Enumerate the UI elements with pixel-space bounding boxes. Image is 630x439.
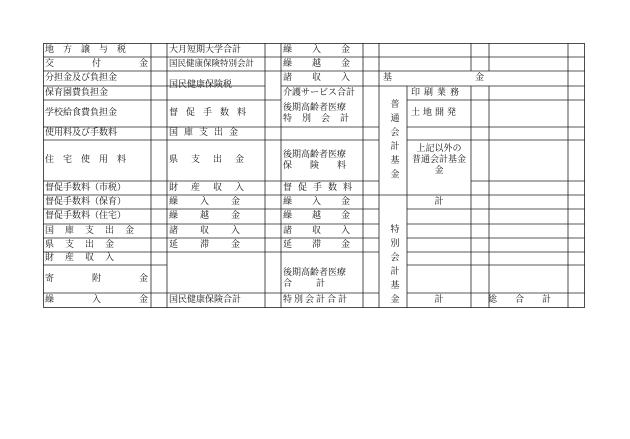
- row-label-entaikin-2: 延滞金: [169, 239, 263, 250]
- row-label-sho-shunyu-4: 諸収入: [283, 225, 371, 236]
- row-label-kurireikin-2: 繰入金: [169, 196, 263, 207]
- row-label-kouki-gokei: [281, 265, 363, 293]
- row-label-entaikin-4: 延滞金: [283, 239, 371, 250]
- row-label-kokuho-zei: 国民健康保険税: [169, 80, 233, 90]
- tokubetsu-kikin-total-label: 計: [434, 295, 444, 305]
- label-line: 上記以外の: [416, 144, 462, 154]
- row-label-zaisan-shunyu-2: 財産収入: [169, 182, 258, 193]
- row-label-shiyoryo: 使用料及び手数料: [45, 128, 118, 138]
- label-line: 後期高齢者医療: [283, 268, 347, 278]
- row-label-kurikoshikin-3: 繰越金: [283, 58, 371, 69]
- label-line: 合計: [283, 279, 350, 289]
- row-label-tokusoku-hoiku: 督促手数料（保育）: [45, 196, 127, 207]
- label-line: 保険料: [283, 160, 365, 171]
- row-label-kifukin: 寄附金: [45, 273, 187, 284]
- label-line: 特別会計: [283, 113, 360, 124]
- row-label-kouki-hokenryo: [281, 140, 363, 181]
- row-label-buntankin: 分担金及び負担金: [45, 73, 118, 83]
- grand-total-label: 総合計: [488, 295, 570, 305]
- kikin-header-left: 基: [383, 73, 393, 83]
- row-label-kouki-tokubetsu: [281, 100, 363, 127]
- label-line: 後期高齢者医療: [283, 102, 347, 113]
- label-text: 地方譲与税: [45, 44, 136, 55]
- row-label-tokusoku-tesuryo: 督促手数料: [169, 108, 255, 118]
- row-label-chiho-joyozei: [43, 43, 151, 57]
- row-label-tokusoku-3: 督促手数料: [283, 182, 359, 193]
- futsuu-kaikei-kikin-label: 普通会計基金: [388, 98, 399, 183]
- row-label-tokubetsu-gokei: 特別会計合計: [283, 295, 350, 305]
- row-label-ken-shishutsukin-2: 県支出金: [169, 155, 258, 165]
- row-label-kokuho-gokei: 国民健康保険合計: [169, 295, 242, 305]
- row-label-jutaku-shiyoryo: 住宅使用料: [45, 155, 136, 165]
- row-label-insatsu-gyomu: 印刷業務: [411, 87, 464, 98]
- row-label-kurikoshikin-2: 繰越金: [169, 211, 263, 221]
- row-label-kurireikin-4: 繰入金: [283, 196, 371, 207]
- row-label-sho-shunyu-2: 諸収入: [169, 225, 263, 236]
- label-line: 後期高齢者医療: [283, 149, 347, 160]
- row-label-kokko-shishutsukin-2: 国庫支出金: [169, 128, 245, 138]
- row-label-kofukin: 交付金: [45, 58, 187, 69]
- row-label-ken-shishutsukin: 県支出金: [45, 239, 126, 250]
- row-label-kurireikin-3: 繰入金: [283, 44, 371, 55]
- row-label-kaigo-gokei: 介護サービス合計: [283, 87, 356, 98]
- row-label-kurikoshikin-4: 繰越金: [283, 211, 371, 221]
- label-line: 普通会計基金: [411, 155, 466, 165]
- row-label-daigaku-gokei: 大月短期大学合計: [169, 44, 242, 55]
- row-label-zaisan-shunyu: 財産収入: [45, 253, 126, 263]
- row-label-gakko-kyushoku: 学校給食費負担金: [45, 108, 118, 118]
- row-label-kurireikin: 繰入金: [45, 295, 187, 305]
- row-label-joki-igai: [407, 140, 471, 181]
- kikin-header-right: 金: [475, 73, 485, 83]
- row-label-kokuho-tokubetsu: 国民健康保険特別会計: [169, 58, 255, 69]
- row-label-tochi-kaihatsu: 土地開発: [411, 108, 460, 118]
- futsuu-kikin-total-label: 計: [434, 196, 444, 207]
- row-label-hoikuen-futankin: 保育園費負担金: [45, 87, 109, 98]
- row-label-tokusoku-jutaku: 督促手数料（住宅）: [45, 211, 127, 221]
- row-label-tokusoku-shizei: 督促手数料（市税）: [45, 182, 127, 193]
- row-label-kokko-shishutsukin: 国庫支出金: [45, 225, 146, 236]
- row-label-sho-shunyu-3: 諸収入: [283, 73, 371, 83]
- tokubetsu-kaikei-kikin-label: 特別会計基金: [388, 224, 399, 308]
- label-line: 金: [434, 166, 444, 176]
- fund-table: [43, 43, 585, 308]
